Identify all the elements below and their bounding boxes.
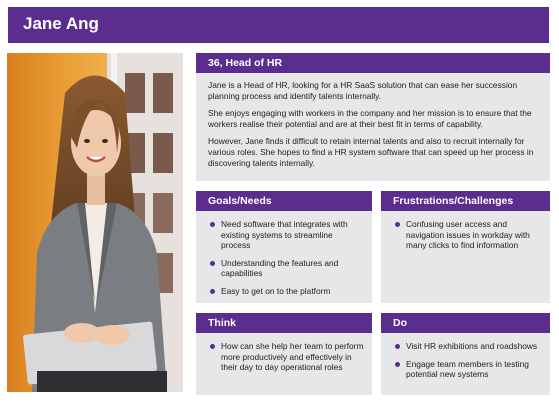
think-heading-text: Think (208, 317, 236, 329)
do-heading-text: Do (393, 317, 407, 329)
goals-item: Need software that integrates with existing systems to streamline process (206, 219, 364, 251)
title-bar (8, 7, 549, 43)
persona-photo (7, 53, 183, 392)
do-item: Visit HR exhibitions and roadshows (391, 341, 542, 352)
do-body (381, 333, 550, 395)
goals-body (196, 211, 372, 303)
goals-item: Easy to get on to the platform (206, 286, 364, 297)
profile-heading-text: 36, Head of HR (208, 57, 283, 69)
goals-item: Understanding the features and capabilities (206, 258, 364, 279)
do-heading (381, 313, 550, 333)
think-body (196, 333, 372, 395)
persona-name: Jane Ang (23, 14, 99, 33)
goals-heading-text: Goals/Needs (208, 195, 272, 207)
portrait-illustration (7, 53, 183, 392)
frustrations-item: Confusing user access and navigation issues in workday with many clicks to find information (391, 219, 542, 251)
frustrations-heading-text: Frustrations/Challenges (393, 195, 514, 207)
goals-heading (196, 191, 372, 211)
think-heading (196, 313, 372, 333)
profile-paragraph: Jane is a Head of HR, looking for a HR SaaS solution that can ease her succession planning process and identify talents internally. (208, 80, 518, 101)
profile-heading (196, 53, 550, 73)
profile-paragraph: She enjoys engaging with workers in the company and her mission is to ensure that the workers realise their potential and are at their best fit in terms of capability. (208, 108, 532, 129)
frustrations-heading (381, 191, 550, 211)
do-item: Engage team members in testing potential new systems (391, 359, 542, 380)
profile-body (196, 73, 550, 181)
think-item: How can she help her team to perform more productively and effectively in their day to day operational roles (206, 341, 364, 373)
frustrations-body (381, 211, 550, 303)
profile-paragraph: However, Jane finds it difficult to retain internal talents and also to recruit internally for various roles. She hopes to find a HR system software that can speed up her process in discovering talents internally. (208, 136, 534, 168)
